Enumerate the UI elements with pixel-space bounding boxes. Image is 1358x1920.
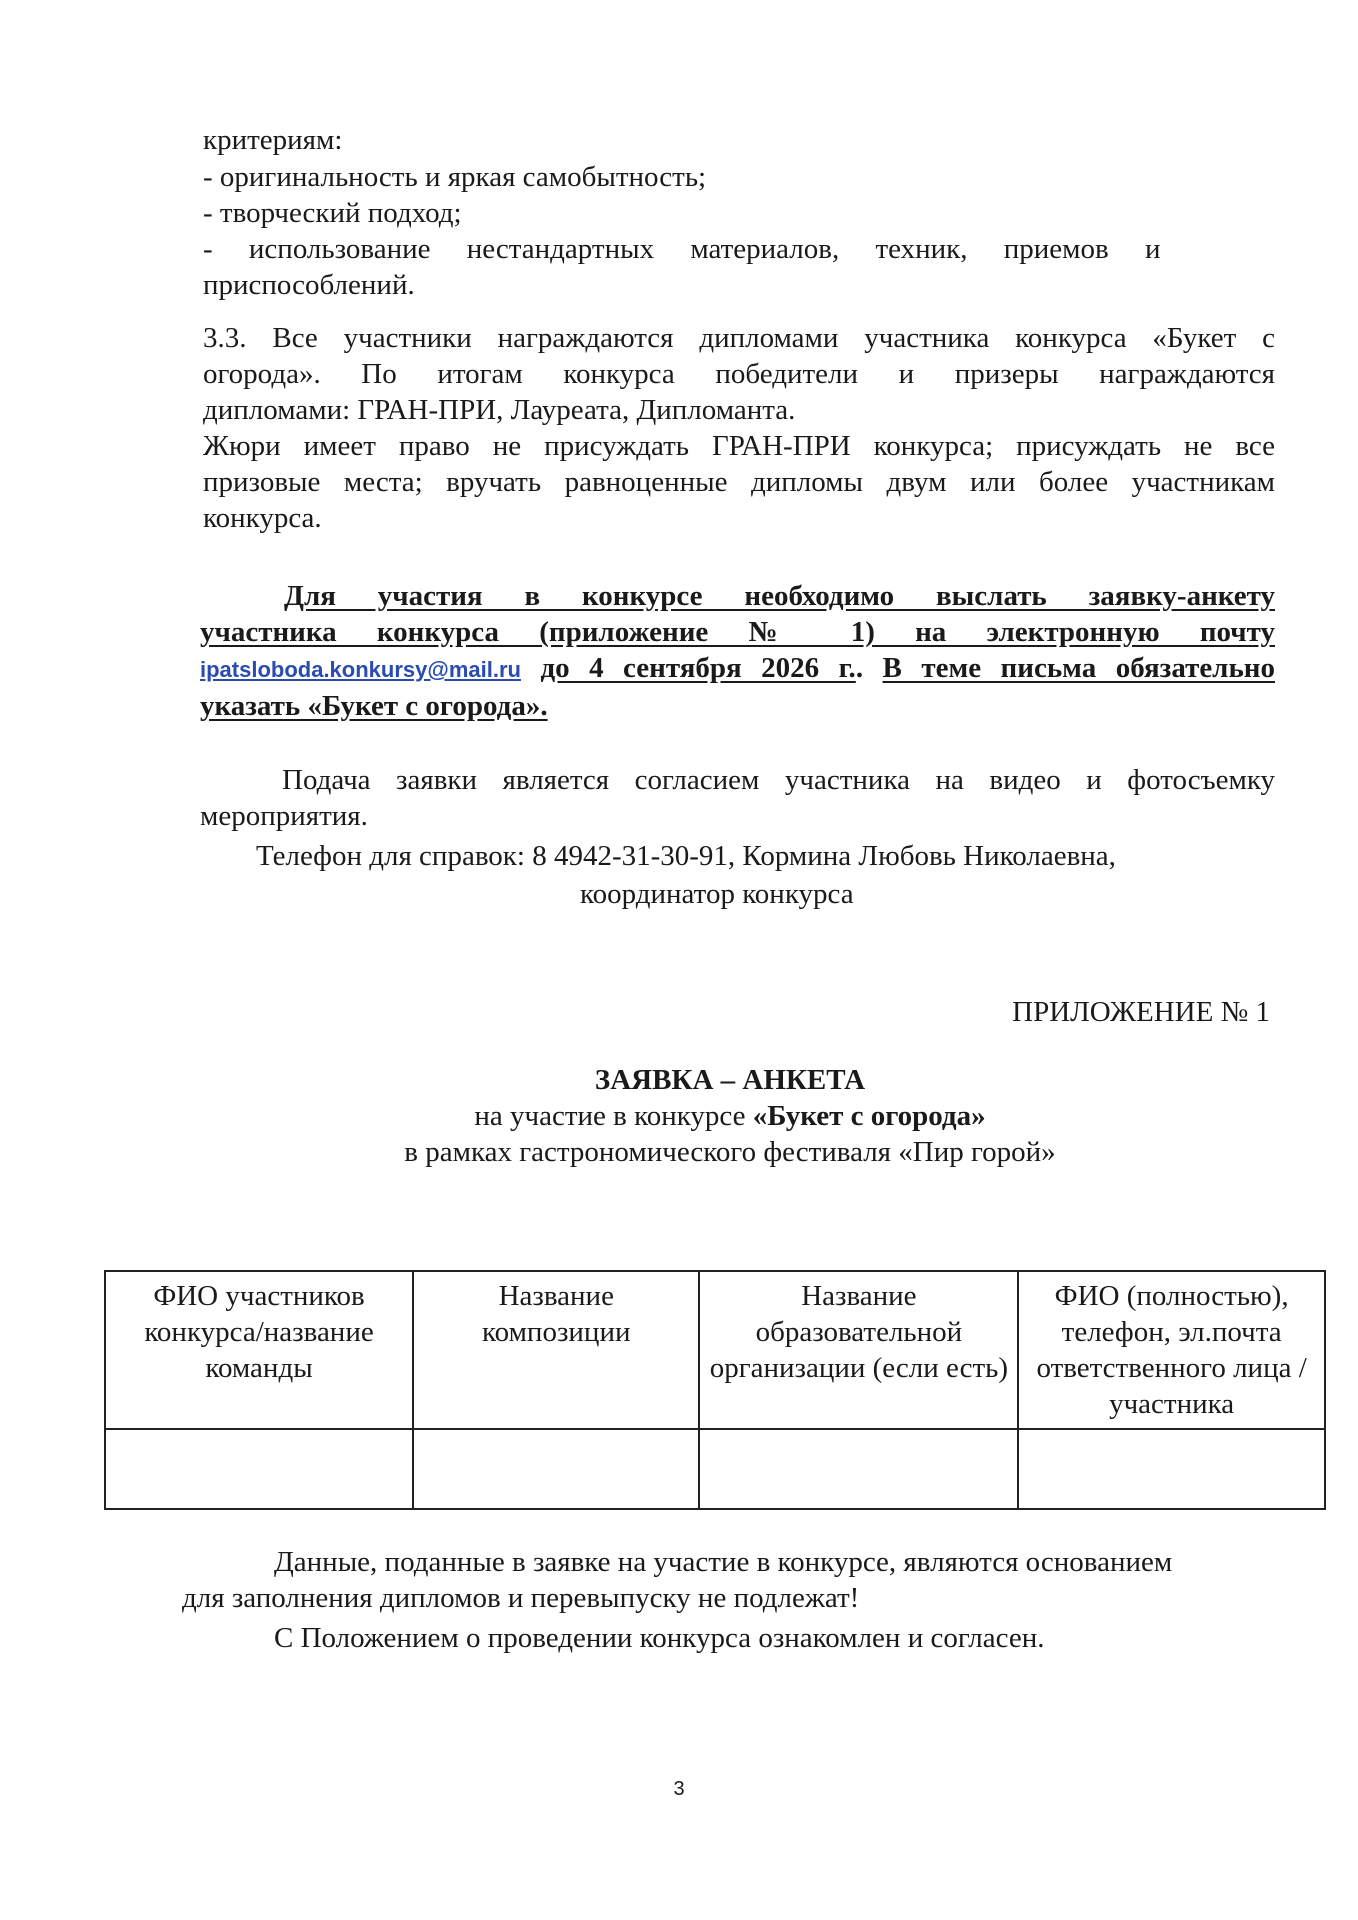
header-composition-name: Название композиции bbox=[413, 1271, 699, 1429]
table-row bbox=[105, 1429, 1325, 1509]
cell-composition-name[interactable] bbox=[413, 1429, 699, 1509]
contact-role-line: координатор конкурса bbox=[580, 878, 854, 910]
criteria-item-materials: - использование нестандартных материалов, техник, приемов и bbox=[203, 233, 1161, 265]
form-heading bbox=[200, 1062, 1260, 1170]
form-title: ЗАЯВКА – АНКЕТА bbox=[594, 1064, 866, 1096]
jury-line-2: призовые места; вручать равноценные дипломы двум или более участникам bbox=[203, 466, 1275, 498]
appendix-label: ПРИЛОЖЕНИЕ № 1 bbox=[1012, 996, 1270, 1028]
footer-line-1: Данные, поданные в заявке на участие в конкурсе, являются основанием bbox=[274, 1546, 1173, 1578]
form-subtitle bbox=[200, 1098, 1260, 1134]
consent-line-2: мероприятия. bbox=[200, 800, 368, 832]
awards-line-1: 3.3. Все участники награждаются дипломами участника конкурса «Букет с bbox=[203, 322, 1275, 354]
contact-email-link[interactable]: ipatsloboda.konkursy@mail.ru bbox=[200, 657, 521, 682]
awards-line-3: дипломами: ГРАН-ПРИ, Лауреата, Дипломанта. bbox=[203, 394, 796, 426]
form-subtitle-contest: «Букет с огорода» bbox=[752, 1100, 986, 1132]
footer-line-3: С Положением о проведении конкурса ознакомлен и согласен. bbox=[274, 1622, 1045, 1654]
cell-responsible-contact[interactable] bbox=[1018, 1429, 1325, 1509]
notice-deadline: до 4 сентября 2026 г. bbox=[540, 652, 856, 684]
application-form-table bbox=[104, 1270, 1326, 1510]
header-responsible-contact: ФИО (полностью), телефон, эл.почта ответственного лица /участника bbox=[1018, 1271, 1325, 1429]
header-participant-name: ФИО участников конкурса/название команды bbox=[105, 1271, 413, 1429]
contact-phone-line: Телефон для справок: 8 4942-31-30-91, Кормина Любовь Николаевна, bbox=[256, 840, 1116, 872]
criteria-item-creative: - творческий подход; bbox=[203, 197, 462, 229]
jury-section bbox=[203, 428, 1275, 536]
consent-line-1: Подача заявки является согласием участника на видео и фотосъемку bbox=[282, 764, 1275, 796]
notice-line-3: ipatsloboda.konkursy@mail.ru до 4 сентября 2026 г.. В теме письма обязательно bbox=[200, 652, 1275, 684]
footer-section bbox=[182, 1544, 1262, 1656]
criteria-item-originality: - оригинальность и яркая самобытность; bbox=[203, 161, 707, 193]
form-subtitle-festival: в рамках гастрономического фестиваля «Пир горой» bbox=[404, 1136, 1056, 1168]
page-number: 3 bbox=[673, 1778, 685, 1800]
criteria-item-materials-cont: приспособлений. bbox=[203, 269, 415, 301]
footer-line-2: для заполнения дипломов и перевыпуску не подлежат! bbox=[182, 1582, 860, 1614]
consent-section bbox=[200, 762, 1275, 834]
form-subtitle-prefix: на участие в конкурсе bbox=[474, 1100, 753, 1132]
submission-notice bbox=[200, 578, 1275, 724]
awards-section bbox=[203, 320, 1275, 428]
table-header-row bbox=[105, 1271, 1325, 1429]
notice-line-1: Для участия в конкурсе необходимо выслать заявку-анкету bbox=[284, 580, 1275, 612]
cell-participant-name[interactable] bbox=[105, 1429, 413, 1509]
criteria-intro: критериям: bbox=[203, 124, 343, 156]
header-organization-name: Название образовательной организации (если есть) bbox=[699, 1271, 1018, 1429]
contact-section bbox=[200, 838, 1275, 912]
notice-line-2: участника конкурса (приложение № 1) на электронную почту bbox=[200, 616, 1275, 648]
notice-line-4: указать «Букет с огорода». bbox=[200, 690, 548, 722]
awards-line-2: огорода». По итогам конкурса победители и призеры награждаются bbox=[203, 358, 1275, 390]
notice-subject: В теме письма обязательно bbox=[882, 652, 1275, 684]
jury-line-1: Жюри имеет право не присуждать ГРАН-ПРИ конкурса; присуждать не все bbox=[203, 430, 1275, 462]
jury-line-3: конкурса. bbox=[203, 502, 322, 534]
criteria-section bbox=[203, 122, 1275, 303]
cell-organization-name[interactable] bbox=[699, 1429, 1018, 1509]
